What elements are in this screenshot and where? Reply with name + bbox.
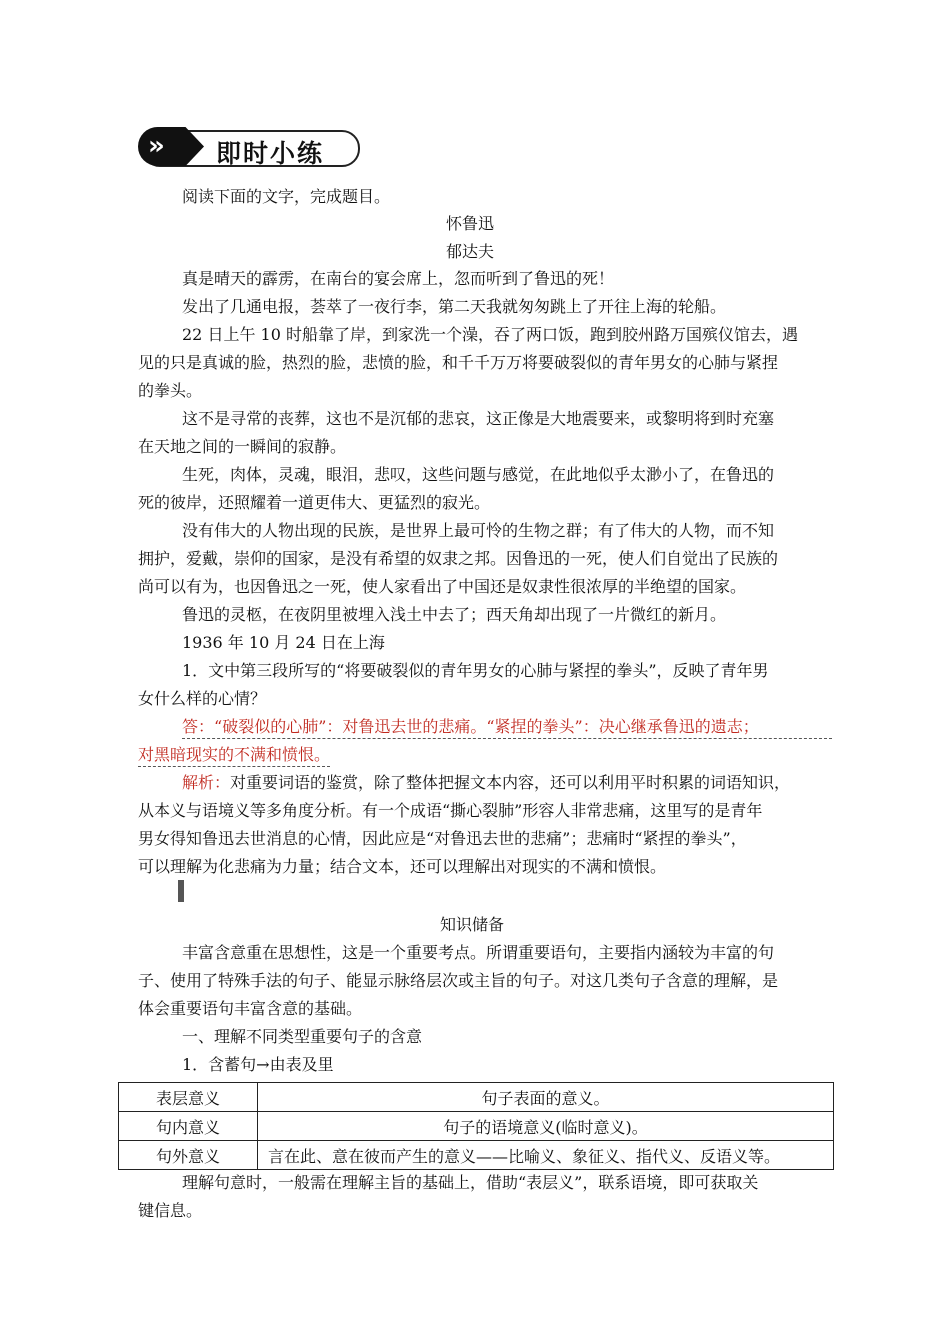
knowledge-item-1: 1．含蓄句→由表及里: [182, 1055, 334, 1074]
question-line-1: 1．文中第三段所写的“将要破裂似的青年男女的心肺与紧捏的拳头”，反映了青年男: [182, 661, 769, 680]
section-marker-bar: [178, 880, 184, 902]
table-cell-key: 句内意义: [119, 1112, 258, 1141]
article-author: 郁达夫: [446, 242, 495, 261]
article-title: 怀鲁迅: [446, 214, 495, 233]
article-paragraph-6-line-2: 拥护，爱戴，崇仰的国家，是没有希望的奴隶之邦。因鲁迅的一死，使人们自觉出了民族的: [138, 549, 779, 568]
table-row: [119, 1112, 834, 1141]
double-chevron-icon: »: [148, 131, 159, 161]
article-paragraph-3-line-3: 的拳头。: [138, 381, 203, 400]
answer-text-1: “破裂似的心肺”：对鲁迅去世的悲痛。“紧捏的拳头”：决心继承鲁迅的遗志；: [214, 717, 759, 736]
meaning-table: [118, 1082, 834, 1170]
table-cell-value: 句子的语境意义(临时意义)。: [258, 1112, 834, 1141]
answer-line-1: [182, 719, 832, 739]
answer-line-2: [138, 747, 330, 767]
intro-text: 阅读下面的文字，完成题目。: [182, 187, 391, 206]
analysis-line-2: 从本义与语境义等多角度分析。有一个成语“撕心裂肺”形容人非常悲痛，这里写的是青年: [138, 801, 763, 820]
article-paragraph-3-line-2: 见的只是真诚的脸，热烈的脸，悲愤的脸，和千千万万将要破裂似的青年男女的心肺与紧捏: [138, 353, 779, 372]
closing-line-2: 键信息。: [138, 1201, 203, 1220]
table-cell-value: 言在此、意在彼而产生的意义——比喻义、象征义、指代义、反语义等。: [258, 1141, 834, 1170]
knowledge-intro-line-2: 子、使用了特殊手法的句子、能显示脉络层次或主旨的句子。对这几类句子含意的理解，是: [138, 971, 779, 990]
analysis-line-3: 男女得知鲁迅去世消息的心情，因此应是“对鲁迅去世的悲痛”；悲痛时“紧捏的拳头”，: [138, 829, 747, 848]
table-cell-value: 句子表面的意义。: [258, 1083, 834, 1112]
article-date: 1936 年 10 月 24 日在上海: [182, 633, 385, 652]
knowledge-intro-line-1: 丰富含意重在思想性，这是一个重要考点。所谓重要语句，主要指内涵较为丰富的句: [182, 943, 775, 962]
analysis-label: 解析：: [182, 773, 231, 792]
article-paragraph-4-line-1: 这不是寻常的丧葬，这也不是沉郁的悲哀，这正像是大地震要来，或黎明将到时充塞: [182, 409, 775, 428]
article-paragraph-1: 真是晴天的霹雳，在南台的宴会席上，忽而听到了鲁迅的死！: [182, 269, 615, 288]
table-row: [119, 1083, 834, 1112]
article-paragraph-3-line-1: 22 日上午 10 时船靠了岸，到家洗一个澡，吞了两口饭，跑到胶州路万国殡仪馆去，遇: [182, 325, 798, 344]
analysis-line-4: 可以理解为化悲痛为力量；结合文本，还可以理解出对现实的不满和愤恨。: [138, 857, 667, 876]
answer-text-2: 对黑暗现实的不满和愤恨。: [138, 745, 331, 764]
answer-label: 答：: [182, 717, 215, 736]
article-paragraph-2: 发出了几通电报，荟萃了一夜行李，第二天我就匆匆跳上了开往上海的轮船。: [182, 297, 727, 316]
table-cell-key: 表层意义: [119, 1083, 258, 1112]
analysis-line-1: [182, 775, 790, 791]
analysis-text-1: 对重要词语的鉴赏，除了整体把握文本内容，还可以利用平时积累的词语知识，: [230, 773, 791, 792]
closing-line-1: 理解句意时，一般需在理解主旨的基础上，借助“表层义”，联系语境，即可获取关: [182, 1173, 759, 1192]
article-paragraph-5-line-1: 生死，肉体，灵魂，眼泪，悲叹，这些问题与感觉，在此地似乎太渺小了，在鲁迅的: [182, 465, 775, 484]
article-paragraph-6-line-1: 没有伟大的人物出现的民族，是世界上最可怜的生物之群；有了伟大的人物，而不知: [182, 521, 775, 540]
knowledge-section-1: 一、理解不同类型重要句子的含意: [182, 1027, 423, 1046]
article-paragraph-6-line-3: 尚可以有为，也因鲁迅之一死，使人家看出了中国还是奴隶性很浓厚的半绝望的国家。: [138, 577, 747, 596]
section-banner: [138, 127, 360, 167]
table-cell-key: 句外意义: [119, 1141, 258, 1170]
article-paragraph-5-line-2: 死的彼岸，还照耀着一道更伟大、更猛烈的寂光。: [138, 493, 491, 512]
question-line-2: 女什么样的心情？: [138, 689, 267, 708]
knowledge-heading: 知识储备: [440, 915, 505, 934]
banner-title: 即时小练: [216, 139, 325, 168]
article-paragraph-7: 鲁迅的灵柩，在夜阴里被埋入浅土中去了；西天角却出现了一片微红的新月。: [182, 605, 727, 624]
table-row: [119, 1141, 834, 1170]
knowledge-intro-line-3: 体会重要语句丰富含意的基础。: [138, 999, 363, 1018]
article-paragraph-4-line-2: 在天地之间的一瞬间的寂静。: [138, 437, 347, 456]
